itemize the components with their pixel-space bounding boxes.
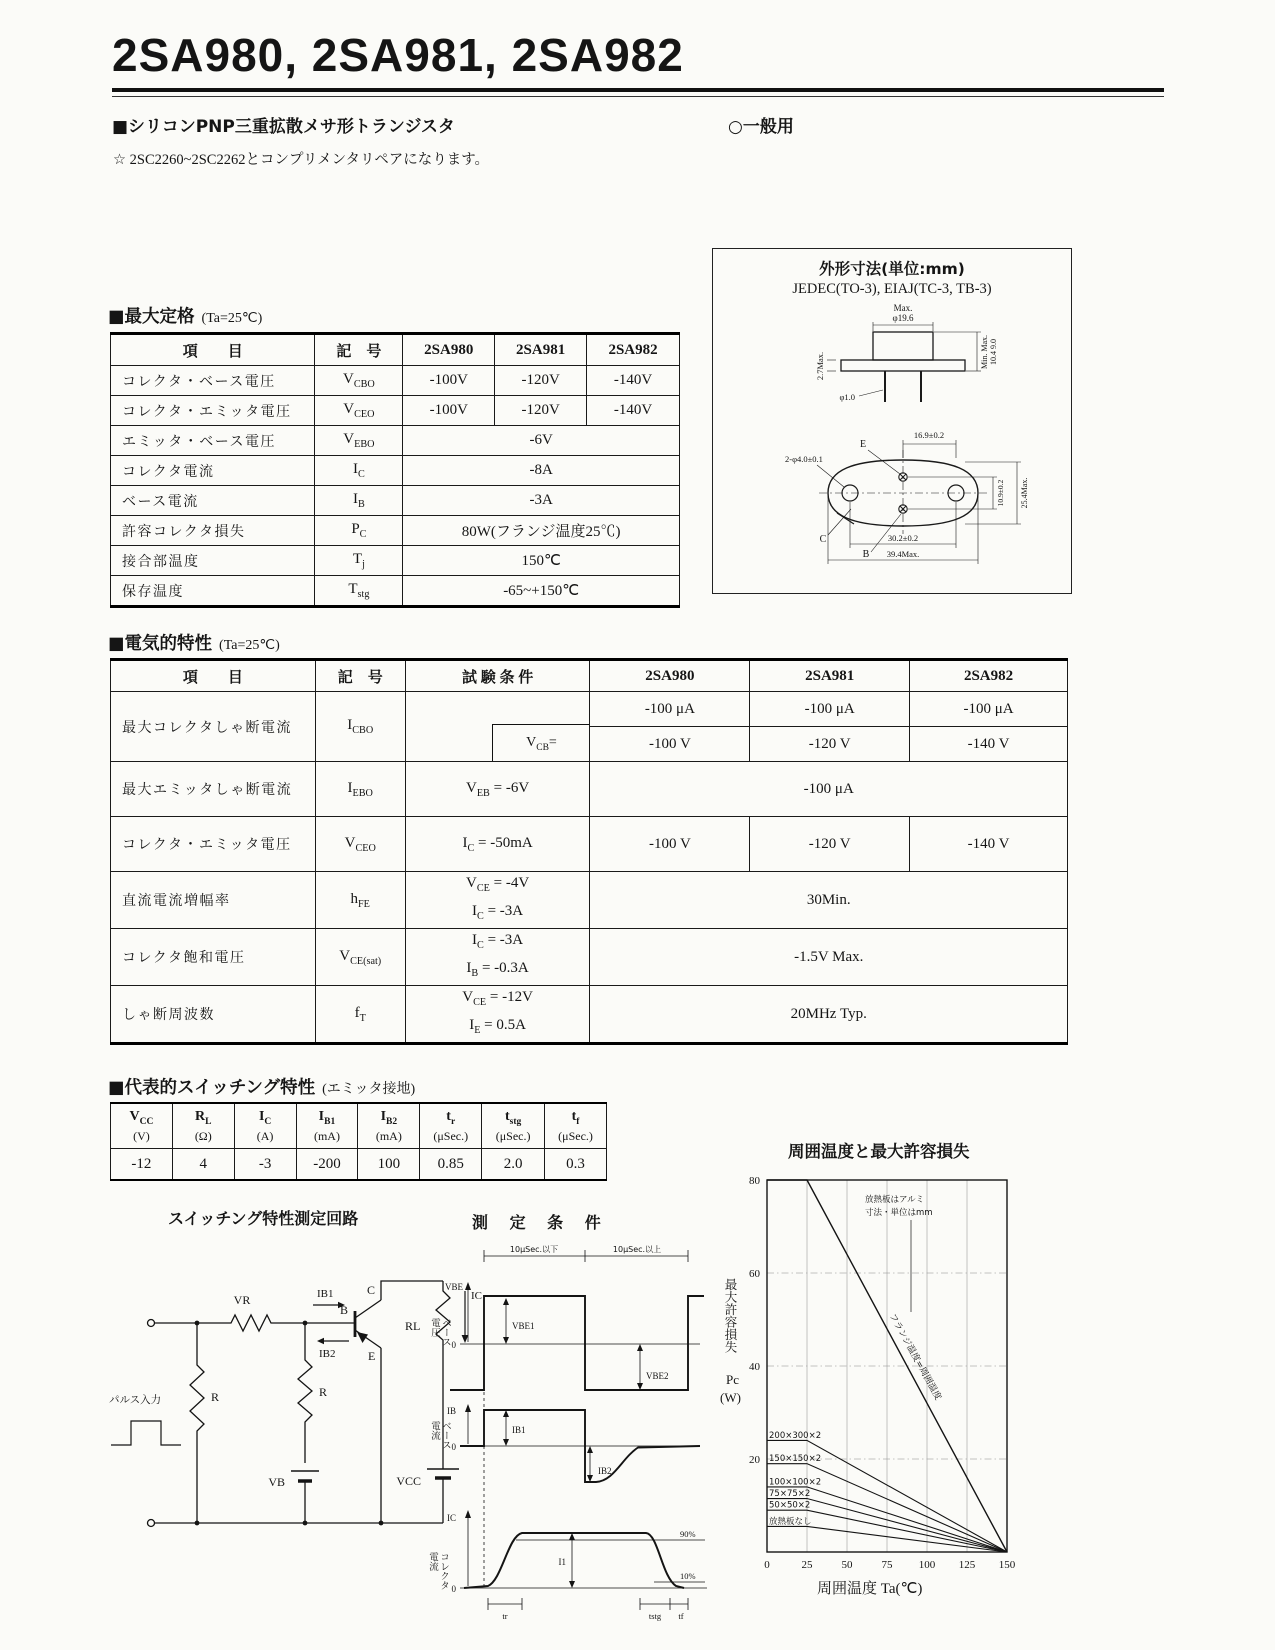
condition-line — [410, 957, 586, 985]
cell: 20MHz Typ. — [590, 986, 1068, 1044]
cell: 接合部温度 — [111, 546, 315, 576]
chart-x-tick-label: 100 — [918, 1559, 936, 1571]
page-title: 2SA980, 2SA981, 2SA982 — [112, 29, 684, 81]
chart-x-tick-label: 150 — [998, 1559, 1016, 1571]
symbol-sub: FE — [358, 898, 370, 910]
condition-text: = -6V — [489, 779, 530, 796]
cell: -140V — [587, 366, 680, 396]
cell: -140 V — [910, 727, 1068, 762]
dim-pin-offset: 10.9±0.2 — [996, 479, 1005, 507]
unit: (μSec.) — [433, 1129, 469, 1144]
chart-series-label: フランジ温度=周囲温度 — [886, 1312, 943, 1403]
pin-label-b: B — [862, 549, 870, 560]
table-row — [111, 516, 680, 546]
base-voltage-vlabel: ベース電圧 — [429, 1318, 451, 1347]
cell — [405, 872, 590, 929]
zero-label: 0 — [451, 1442, 456, 1452]
cell: -100 V — [590, 727, 750, 762]
cell: -120V — [495, 366, 587, 396]
chart-title: 周囲温度と最大許容損失 — [788, 1142, 970, 1161]
symbol: V — [465, 779, 477, 796]
condition-text: = 0.5A — [480, 1017, 526, 1033]
symbol-sub: C — [467, 842, 475, 854]
symbol: V — [343, 431, 355, 447]
ib1-label: IB1 — [317, 1288, 334, 1300]
conditions-title: 測 定 条 件 — [472, 1213, 609, 1232]
cell — [405, 817, 590, 872]
symbol-sub: EB — [476, 787, 490, 799]
emitter-label: E — [368, 1349, 376, 1363]
symbol: I — [353, 491, 358, 507]
cell: コレクタ電流 — [111, 456, 315, 486]
table-row — [111, 929, 1068, 986]
cell: 項 目 — [111, 660, 316, 692]
complementary-note: ☆ 2SC2260~2SC2262とコンプリメンタリペアになります。 — [113, 152, 490, 168]
condition-text: = -0.3A — [478, 960, 529, 976]
chart-series-label: 75×75×2 — [769, 1489, 811, 1500]
symbol: T — [352, 551, 363, 567]
condition-line — [410, 986, 586, 1014]
cell — [420, 1103, 482, 1149]
chart-x-tick-label: 125 — [958, 1559, 976, 1571]
chart-annotation: 寸法・単位はmm — [865, 1208, 933, 1218]
symbol: V — [343, 371, 354, 387]
cell: 直流電流増幅率 — [111, 872, 316, 929]
title-rule-thin — [112, 96, 1164, 97]
pin-label-c: C — [819, 534, 827, 545]
cell: -100 μA — [750, 692, 910, 727]
pulse-input-label: パルス入力 — [109, 1394, 162, 1406]
cell: 2SA980 — [403, 334, 495, 366]
cell — [315, 872, 405, 929]
chart-y-tick-label: 80 — [749, 1175, 760, 1187]
cell: -100 μA — [590, 762, 1068, 817]
chart-x-tick-label: 50 — [841, 1559, 853, 1571]
symbol-sub: B1 — [324, 1116, 336, 1127]
table-row — [111, 334, 680, 366]
electrical-section-title — [108, 630, 280, 655]
device-description: ■シリコンPNP三重拡散メサ形トランジスタ — [112, 117, 455, 137]
rl-label: RL — [405, 1319, 421, 1333]
symbol: V — [343, 401, 355, 417]
max-ratings-section-title — [108, 303, 262, 328]
cell — [405, 692, 590, 762]
switching-section-title — [108, 1074, 415, 1099]
ic-axis-label: IC — [447, 1513, 456, 1523]
cell: -1.5V Max. — [590, 929, 1068, 986]
symbol: I — [318, 1108, 325, 1124]
cell: -100V — [403, 366, 495, 396]
cell: 30Min. — [590, 872, 1068, 929]
r2-label: R — [319, 1385, 328, 1399]
symbol-sub: B — [358, 499, 365, 510]
symbol: I — [466, 960, 472, 976]
cell: 2SA980 — [590, 660, 750, 692]
condition-line — [410, 1014, 586, 1042]
base-label: B — [339, 1303, 348, 1317]
symbol-sub: r — [450, 1116, 456, 1127]
symbol: I — [380, 1108, 387, 1124]
symbol-sub: stg — [509, 1116, 522, 1127]
switching-table — [110, 1102, 607, 1181]
dim-seat-minmax: Min. Max. — [980, 335, 989, 369]
tstg-label: tstg — [648, 1611, 662, 1621]
table-row — [111, 396, 680, 426]
cell: -3A — [403, 486, 680, 516]
cell: 150℃ — [403, 546, 680, 576]
cell — [315, 986, 405, 1044]
cell: -140V — [587, 396, 680, 426]
table-row — [111, 546, 680, 576]
max-ratings-title-cond: (Ta=25℃) — [201, 311, 263, 326]
cell — [315, 366, 403, 396]
cell: -100V — [403, 396, 495, 426]
cell: 最大コレクタしゃ断電流 — [111, 692, 316, 762]
symbol-sub: C — [358, 469, 365, 480]
dim-hole-pitch: 30.2±0.2 — [887, 533, 919, 543]
cell: コレクタ・エミッタ電圧 — [111, 396, 315, 426]
symbol-sub: stg — [357, 589, 370, 600]
cell — [315, 546, 403, 576]
cell: しゃ断周波数 — [111, 986, 316, 1044]
cell — [315, 486, 403, 516]
cell: 0.3 — [545, 1149, 607, 1181]
usage-label: ○一般用 — [728, 117, 794, 137]
dim-flange-thk: 2.7Max. — [815, 351, 825, 381]
symbol-sub: CE — [473, 997, 487, 1008]
cell: 2SA982 — [910, 660, 1068, 692]
unit: (Ω) — [194, 1129, 212, 1144]
table-row — [111, 986, 1068, 1044]
symbol-sub: j — [362, 559, 365, 570]
tr-label: tr — [502, 1611, 508, 1621]
pin-label-e: E — [859, 439, 867, 450]
cell: -65~+150℃ — [403, 576, 680, 607]
cell: 記 号 — [315, 660, 405, 692]
pulse-period-label: 10μSec.以上 — [612, 1245, 662, 1254]
symbol-sub: C — [359, 529, 367, 540]
symbol-sub: CE — [476, 883, 490, 894]
symbol-sub: f — [576, 1116, 580, 1127]
cell: -120V — [495, 396, 587, 426]
cell: -100 μA — [910, 692, 1068, 727]
table-row — [111, 1103, 607, 1149]
cell — [296, 1103, 358, 1149]
cell: 2SA981 — [495, 334, 587, 366]
chart-y-tick-label: 20 — [749, 1454, 760, 1466]
symbol: I — [347, 717, 353, 733]
zero-label: 0 — [451, 1340, 456, 1350]
chart-y-tick-label: 60 — [749, 1268, 760, 1280]
symbol: I — [353, 461, 358, 477]
condition-text: = -3A — [483, 932, 524, 948]
dim-hole: 2-φ4.0±0.1 — [785, 454, 823, 464]
cell: エミッタ・ベース電圧 — [111, 426, 315, 456]
cell: 2SA981 — [750, 660, 910, 692]
chart-x-tick-label: 75 — [881, 1559, 893, 1571]
vcb-condition-box — [492, 724, 589, 761]
unit: (μSec.) — [495, 1129, 531, 1144]
cell — [545, 1103, 607, 1149]
condition-line — [410, 900, 586, 928]
chart-series-label: 150×150×2 — [769, 1454, 822, 1465]
chart-series-label: 200×300×2 — [769, 1430, 822, 1441]
table-row — [111, 817, 1068, 872]
chart-x-tick-label: 0 — [764, 1559, 770, 1571]
chart-ylabel-unit: (W) — [720, 1390, 741, 1405]
ib2-amp-label: IB2 — [598, 1466, 612, 1476]
cell — [315, 426, 403, 456]
outline-drawing-svg — [713, 298, 1069, 590]
condition-text: = -50mA — [474, 834, 533, 851]
condition-text: = -12V — [486, 989, 533, 1005]
chart-ylabel-symbol: Pc — [726, 1372, 739, 1387]
cell — [315, 576, 403, 607]
chart-series-label: 100×100×2 — [769, 1477, 822, 1488]
dim-pin-dia: φ1.0 — [839, 392, 855, 402]
cell: 保存温度 — [111, 576, 315, 607]
dim-cap-dia: φ19.6 — [892, 313, 914, 323]
symbol: V — [339, 947, 351, 964]
cell — [315, 516, 403, 546]
cell: -100 μA — [590, 692, 750, 727]
cell — [111, 1103, 173, 1149]
condition-text: = -3A — [483, 903, 524, 919]
cell: -8A — [403, 456, 680, 486]
vbe2-label: VBE2 — [646, 1371, 669, 1381]
symbol: t — [446, 1108, 451, 1124]
cell: 100 — [358, 1149, 420, 1181]
symbol-sub: CEO — [355, 842, 376, 854]
symbol: V — [465, 875, 477, 891]
ib2-label: IB2 — [319, 1348, 336, 1360]
loss-chart-svg — [715, 1162, 1045, 1577]
outline-standards: JEDEC(TO-3), EIAJ(TC-3, TB-3) — [792, 281, 992, 297]
vbe1-label: VBE1 — [512, 1321, 535, 1331]
symbol: f — [354, 1004, 360, 1021]
cell: 0.85 — [420, 1149, 482, 1181]
cell — [405, 986, 590, 1044]
r1-label: R — [211, 1390, 220, 1404]
symbol-sub: E — [474, 1025, 481, 1036]
unit: (V) — [133, 1129, 150, 1144]
waveform-svg — [422, 1232, 712, 1640]
ib1-amp-label: IB1 — [512, 1425, 526, 1435]
symbol: V — [526, 735, 537, 750]
cell: 2SA982 — [587, 334, 680, 366]
electrical-table — [110, 658, 1068, 1045]
table-row — [111, 456, 680, 486]
symbol: P — [351, 521, 360, 537]
vcc-label: VCC — [396, 1474, 421, 1488]
p10-label: 10% — [680, 1571, 696, 1581]
symbol-sub: CB — [536, 742, 549, 753]
cell: -6V — [403, 426, 680, 456]
title-rule-thick — [112, 88, 1164, 92]
cell: 最大エミッタしゃ断電流 — [111, 762, 316, 817]
tf-label: tf — [678, 1611, 684, 1621]
cell — [315, 762, 405, 817]
symbol: h — [350, 890, 359, 907]
cell: 許容コレクタ損失 — [111, 516, 315, 546]
vbe-axis-label: VBE — [445, 1282, 463, 1292]
cell: -12 — [111, 1149, 173, 1181]
cell: 項 目 — [111, 334, 315, 366]
i1-amp-label: I1 — [558, 1557, 566, 1567]
dim-cap-max: Max. — [893, 303, 913, 313]
cell — [315, 692, 405, 762]
dim-seat-vals: 10.4 9.0 — [989, 339, 998, 365]
cell: コレクタ飽和電圧 — [111, 929, 316, 986]
chart-y-tick-label: 40 — [749, 1361, 760, 1373]
symbol: t — [504, 1108, 510, 1124]
symbol-sub: T — [359, 1012, 366, 1024]
electrical-title-cond: (Ta=25℃) — [219, 638, 280, 653]
chart-annotation: 放熱板はアルミ — [865, 1195, 925, 1205]
table-row — [111, 576, 680, 607]
cell: 記 号 — [315, 334, 403, 366]
dim-flange-width: 39.4Max. — [886, 549, 920, 559]
symbol: V — [344, 834, 356, 851]
symbol-sub: L — [205, 1116, 212, 1127]
electrical-title-text: ■電気的特性 — [108, 634, 213, 654]
zero-label: 0 — [451, 1584, 456, 1594]
cell: 試 験 条 件 — [405, 660, 590, 692]
table-row — [111, 1149, 607, 1181]
symbol-sub: C — [477, 940, 484, 951]
chart-xlabel: 周囲温度 Ta(℃) — [817, 1581, 923, 1597]
cell — [405, 929, 590, 986]
ic-label: IC — [471, 1290, 482, 1302]
switching-title-text: ■代表的スイッチング特性 — [108, 1078, 316, 1098]
symbol-sub: B — [471, 968, 479, 979]
condition-line — [410, 929, 586, 957]
cell — [315, 929, 405, 986]
cell: 80W(フランジ温度25℃) — [403, 516, 680, 546]
cell: -120 V — [750, 727, 910, 762]
condition-text: = — [548, 735, 557, 750]
symbol-sub: C — [477, 911, 484, 922]
cell — [405, 762, 590, 817]
table-row — [111, 692, 1068, 727]
cell — [172, 1103, 234, 1149]
cell: -100 V — [590, 817, 750, 872]
symbol-sub: EBO — [352, 787, 373, 799]
ib-axis-label: IB — [447, 1406, 456, 1416]
table-row — [111, 762, 1068, 817]
symbol: I — [469, 1017, 475, 1033]
unit: (mA) — [375, 1129, 402, 1144]
pulse-width-label: 10μSec.以下 — [509, 1245, 559, 1254]
symbol: I — [472, 932, 478, 948]
cell — [315, 456, 403, 486]
cell: コレクタ・ベース電圧 — [111, 366, 315, 396]
cell: -120 V — [750, 817, 910, 872]
table-row — [111, 486, 680, 516]
symbol-sub: CE(sat) — [350, 955, 382, 967]
symbol: R — [195, 1108, 206, 1124]
cell: -140 V — [910, 817, 1068, 872]
cell: ベース電流 — [111, 486, 315, 516]
outline-box — [712, 248, 1072, 594]
symbol: I — [258, 1108, 265, 1124]
symbol: I — [472, 903, 478, 919]
collector-label: C — [367, 1283, 376, 1297]
condition-text: = -4V — [489, 875, 530, 891]
table-row — [111, 872, 1068, 929]
symbol: I — [462, 834, 468, 851]
unit: (mA) — [313, 1129, 340, 1144]
symbol-sub: CC — [139, 1116, 154, 1127]
cell: 2.0 — [482, 1149, 545, 1181]
chart-ylabel: 最大許容損失 — [723, 1278, 738, 1353]
dim-pin-pitch: 16.9±0.2 — [913, 430, 945, 440]
cell: -3 — [234, 1149, 296, 1181]
vr-label: VR — [233, 1293, 251, 1307]
symbol-sub: CBO — [353, 379, 375, 390]
symbol-sub: CBO — [352, 725, 374, 736]
cell — [315, 817, 405, 872]
table-row — [111, 426, 680, 456]
outline-title: 外形寸法(単位:mm) — [819, 260, 965, 278]
cell: コレクタ・エミッタ電圧 — [111, 817, 316, 872]
symbol-sub: CEO — [354, 409, 375, 420]
symbol-sub: B2 — [386, 1116, 398, 1127]
condition-line — [410, 872, 586, 900]
chart-series-label: 50×50×2 — [769, 1500, 811, 1511]
symbol-sub: EBO — [354, 439, 375, 450]
max-ratings-table — [110, 332, 680, 608]
chart-series-label: 放熱板なし — [769, 1516, 812, 1527]
circuit-title: スイッチング特性測定回路 — [168, 1209, 359, 1228]
symbol: V — [129, 1108, 140, 1124]
cell — [315, 396, 403, 426]
symbol: T — [348, 581, 358, 597]
max-ratings-title-text: ■最大定格 — [108, 307, 195, 327]
table-row — [111, 660, 1068, 692]
cell — [234, 1103, 296, 1149]
cell — [358, 1103, 420, 1149]
unit: (μSec.) — [558, 1129, 593, 1144]
unit: (A) — [256, 1129, 274, 1144]
symbol-sub: C — [264, 1116, 272, 1127]
chart-x-tick-label: 25 — [801, 1559, 813, 1571]
base-current-vlabel: ベース電流 — [429, 1421, 451, 1450]
collector-current-vlabel: コレクタ電流 — [427, 1552, 449, 1590]
switching-title-cond: (エミッタ接地) — [322, 1082, 416, 1097]
symbol: V — [462, 989, 474, 1005]
cell: -200 — [296, 1149, 358, 1181]
dim-flange-height: 25.4Max. — [1020, 477, 1029, 509]
cell — [482, 1103, 545, 1149]
symbol: t — [571, 1108, 577, 1124]
vb-label: VB — [268, 1475, 285, 1489]
symbol: I — [347, 779, 353, 796]
cell: 4 — [172, 1149, 234, 1181]
table-row — [111, 366, 680, 396]
p90-label: 90% — [680, 1529, 696, 1539]
